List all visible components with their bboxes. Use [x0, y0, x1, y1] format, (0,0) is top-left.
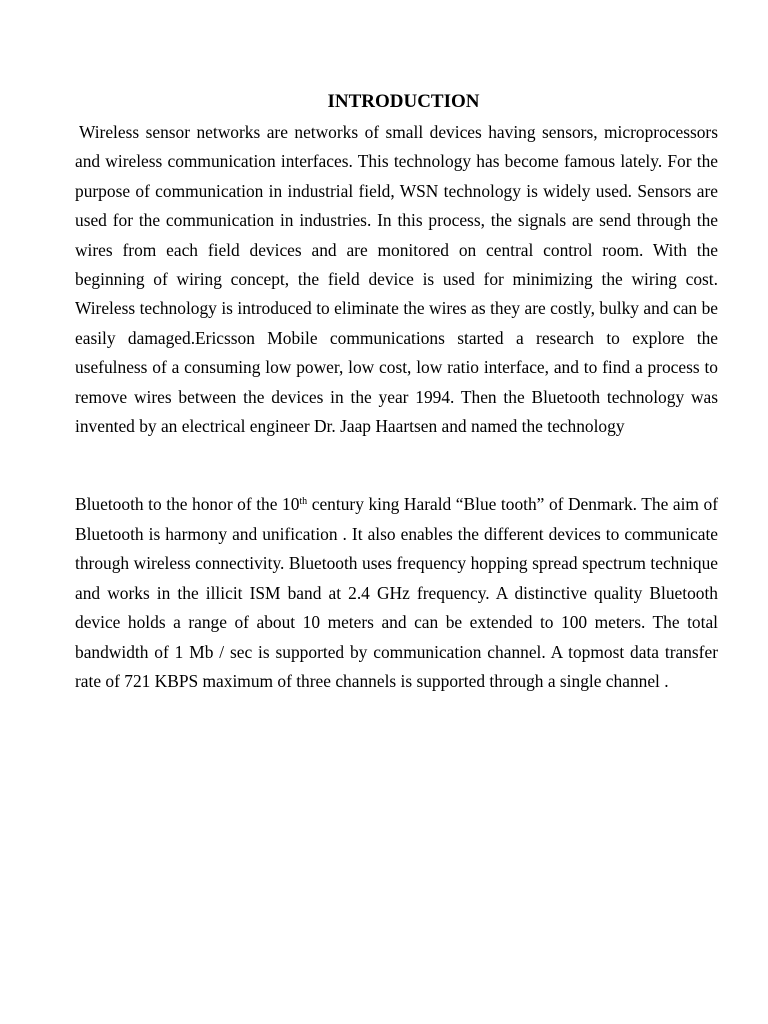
paragraph-bluetooth-start: Bluetooth to the honor of the 10 — [75, 494, 300, 515]
document-page — [75, 87, 718, 696]
ordinal-superscript: th — [299, 496, 308, 508]
paragraph-wireless-sensor-networks: Wireless sensor networks are networks of small devices having sensors, microprocessors and wireless communication interfaces. This technology has become famous lately. For the purpose of communication in industrial field, WSN technology is widely used. Sensors are used for the communication in industries. In this process, the signals are send through the wires from each field devices and are monitored on central control room. With the beginning of wiring concept, the field device is used for minimizing the wiring cost. Wireless technology is introduced to eliminate the wires as they are costly, bulky and can be easily damaged.Ericsson Mobile communications started a research to explore the usefulness of a consuming low power, low cost, low ratio interface, and to find a process to remove wires between the devices in the year 1994. Then the Bluetooth technology was invented by an electrical engineer Dr. Jaap Haartsen and named the technology — [75, 122, 718, 437]
paragraph-bluetooth-rest: century king Harald “Blue tooth” of Denmark. The aim of Bluetooth is harmony and unification . It also enables the different devices to communicate through wireless connectivity. Bluetooth uses frequency hopping spread spectrum technique and works in the illicit ISM band at 2.4 GHz frequency. A distinctive quality Bluetooth device holds a range of about 10 meters and can be extended to 100 meters. The total bandwidth of 1 Mb / sec is supported by communication channel. A topmost data transfer rate of 721 KBPS maximum of three channels is supported through a single channel . — [75, 494, 718, 691]
paragraph-bluetooth — [75, 490, 718, 696]
page-title: INTRODUCTION — [327, 91, 480, 112]
